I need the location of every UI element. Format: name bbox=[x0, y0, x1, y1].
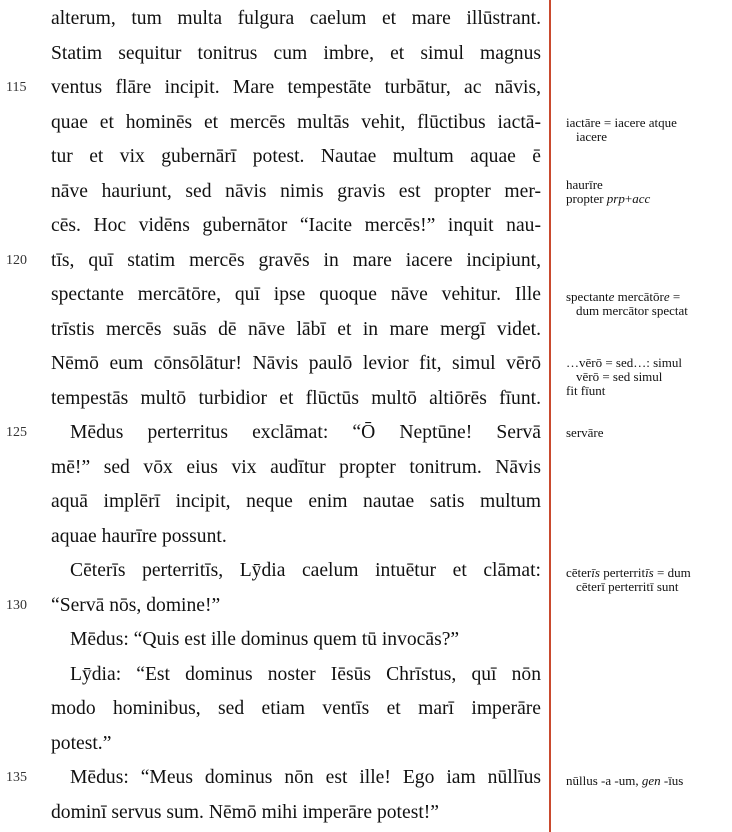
note-text: mercātōr bbox=[614, 289, 664, 304]
line-text: trīstis mercēs suās dē nāve lābī et in mare mergī videt. bbox=[51, 318, 541, 340]
note-servare bbox=[566, 426, 732, 440]
text-line bbox=[0, 382, 548, 416]
note-spectante bbox=[566, 290, 732, 318]
note-text: propter bbox=[566, 191, 607, 206]
line-text: modo hominibus, sed etiam ventīs et marī imperāre bbox=[51, 698, 541, 719]
text-line bbox=[0, 485, 548, 519]
note-text: = bbox=[669, 289, 681, 304]
text-line bbox=[0, 278, 548, 312]
note-line: iactāre = iacere atque bbox=[566, 115, 677, 130]
line-text: cēs. Hoc vidēns gubernātor “Iacite mercēs!” inquit nau- bbox=[51, 215, 541, 236]
note-nullus bbox=[566, 774, 732, 788]
text-line bbox=[0, 244, 548, 278]
line-text: nāve hauriunt, sed nāvis nimis gravis est propter mer- bbox=[51, 180, 541, 202]
line-text: Mēdus: “Meus dominus nōn est ille! Ego iam nūllīus bbox=[70, 767, 541, 788]
note-vero bbox=[566, 356, 732, 398]
text-line bbox=[0, 175, 548, 209]
note-text: + bbox=[624, 191, 633, 206]
note-text: spectant bbox=[566, 289, 609, 304]
line-text: Lȳdia: “Est dominus noster Iēsūs Chrīstus, quī nōn bbox=[70, 663, 541, 685]
note-text: -īus bbox=[660, 773, 684, 788]
line-text: mē!” sed vōx eius vix audītur propter tonitrum. Nāvis bbox=[51, 456, 541, 478]
line-text: tur et vix gubernārī potest. Nautae multum aquae ē bbox=[51, 146, 541, 167]
note-ending: īs bbox=[591, 565, 600, 580]
note-ending: īs bbox=[645, 565, 654, 580]
text-line bbox=[0, 209, 548, 243]
line-number: 135 bbox=[6, 770, 27, 785]
note-line: dum mercātor spectat bbox=[576, 303, 688, 318]
text-line bbox=[0, 451, 548, 485]
note-line bbox=[566, 773, 683, 788]
line-number: 120 bbox=[6, 252, 27, 268]
note-text: = dum bbox=[653, 565, 691, 580]
note-line bbox=[566, 565, 691, 580]
note-line: vērō = sed simul bbox=[576, 369, 663, 384]
line-text: tīs, quī statim mercēs gravēs in mare iacere incipiunt, bbox=[51, 249, 541, 271]
note-text: nūllus -a -um, bbox=[566, 773, 642, 788]
note-abbrev: gen bbox=[641, 773, 661, 788]
line-text: Mēdus perterritus exclāmat: “Ō Neptūne! Servā bbox=[70, 422, 541, 443]
note-line: …vērō = sed…: simul bbox=[566, 355, 683, 370]
line-text: ventus flāre incipit. Mare tempestāte turbātur, ac nāvis, bbox=[51, 77, 541, 98]
line-text: alterum, tum multa fulgura caelum et mare illūstrant. bbox=[51, 8, 541, 29]
text-line bbox=[0, 520, 548, 554]
note-line: haurīre bbox=[566, 177, 603, 192]
text-line bbox=[0, 623, 548, 657]
line-text: Cēterīs perterritīs, Lȳdia caelum intuētur et clāmat: bbox=[70, 560, 541, 581]
text-line bbox=[0, 796, 548, 830]
note-line: fit fīunt bbox=[566, 383, 606, 398]
line-text: aquae haurīre possunt. bbox=[51, 525, 227, 547]
line-text: aquā implērī incipit, neque enim nautae satis multum bbox=[51, 491, 541, 512]
line-text: “Servā nōs, domine!” bbox=[51, 594, 221, 616]
text-line bbox=[0, 554, 548, 588]
text-line bbox=[0, 692, 548, 726]
line-text: Mēdus: “Quis est ille dominus quem tū invocās?” bbox=[70, 629, 460, 650]
note-line: cēterī perterritī sunt bbox=[576, 579, 679, 594]
line-number: 125 bbox=[6, 425, 27, 440]
line-number: 115 bbox=[6, 80, 27, 95]
text-line bbox=[0, 416, 548, 450]
text-line bbox=[0, 658, 548, 692]
line-text: Statim sequitur tonitrus cum imbre, et simul magnus bbox=[51, 42, 541, 64]
note-iactare bbox=[566, 116, 732, 144]
line-text: spectante mercātōre, quī ipse quoque nāve vehitur. Ille bbox=[51, 284, 541, 305]
line-text: dominī servus sum. Nēmō mihi imperāre potest!” bbox=[51, 801, 439, 823]
text-line bbox=[0, 2, 548, 36]
text-line bbox=[0, 313, 548, 347]
text-line bbox=[0, 727, 548, 761]
line-text: potest.” bbox=[51, 732, 112, 754]
note-ending: e bbox=[608, 289, 615, 304]
note-line: iacere bbox=[576, 129, 608, 144]
note-ending: e bbox=[663, 289, 670, 304]
note-abbrev: acc bbox=[632, 191, 651, 206]
text-line bbox=[0, 140, 548, 174]
line-number: 130 bbox=[6, 597, 27, 613]
margin-rule bbox=[549, 0, 551, 832]
note-text: cēter bbox=[566, 565, 592, 580]
text-line bbox=[0, 37, 548, 71]
text-line bbox=[0, 347, 548, 381]
note-line bbox=[566, 192, 732, 206]
line-text: quae et hominēs et mercēs multās vehit, flūctibus iactā- bbox=[51, 111, 541, 133]
note-haurire bbox=[566, 178, 732, 206]
text-line bbox=[0, 761, 548, 795]
note-text: perterrit bbox=[599, 565, 646, 580]
line-text: Nēmō eum cōnsōlātur! Nāvis paulō levior fit, simul vērō bbox=[51, 353, 541, 374]
line-text: tempestās multō turbidior et flūctūs multō altiōrēs fīunt. bbox=[51, 387, 541, 409]
text-line bbox=[0, 71, 548, 105]
note-line: servāre bbox=[566, 425, 604, 440]
note-ceteris bbox=[566, 566, 732, 594]
text-line bbox=[0, 106, 548, 140]
note-abbrev: prp bbox=[606, 191, 625, 206]
text-line bbox=[0, 589, 548, 623]
note-line bbox=[566, 289, 680, 304]
